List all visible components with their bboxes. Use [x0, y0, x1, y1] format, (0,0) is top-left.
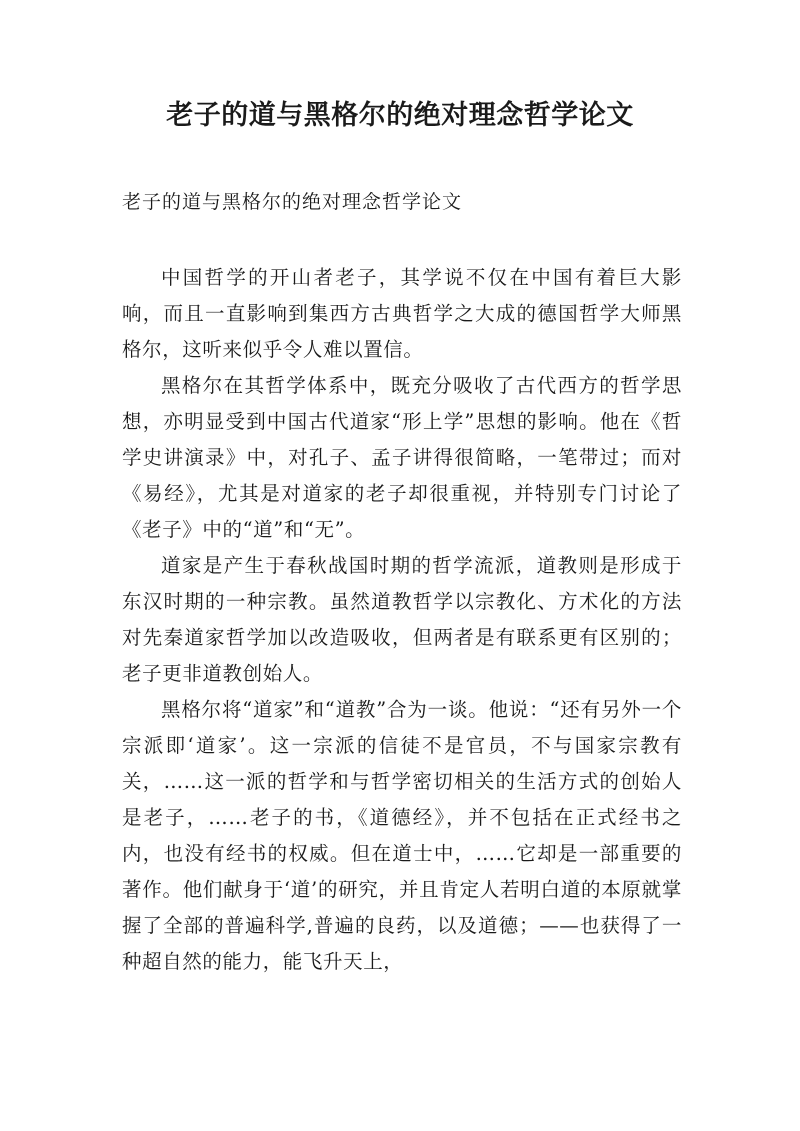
paragraph-1: 中国哲学的开山者老子，其学说不仅在中国有着巨大影响，而且一直影响到集西方古典哲学之大成的德国哲学大师黑格尔，这听来似乎令人难以置信。 — [122, 266, 682, 361]
document-subtitle: 老子的道与黑格尔的绝对理念哲学论文 — [122, 191, 463, 213]
document-title: 老子的道与黑格尔的绝对理念哲学论文 — [166, 100, 634, 131]
paragraph-2: 黑格尔在其哲学体系中，既充分吸收了古代西方的哲学思想，亦明显受到中国古代道家“形上学”思想的影响。他在《哲学史讲演录》中，对孔子、孟子讲得很简略，一笔带过；而对《易经》，尤其是对道家的老子却很重视，并特别专门讨论了《老子》中的“道”和“无”。 — [122, 374, 682, 541]
paragraph-3: 道家是产生于春秋战国时期的哲学流派，道教则是形成于东汉时期的一种宗教。虽然道教哲学以宗教化、方术化的方法对先秦道家哲学加以改造吸收，但两者是有联系更有区别的；老子更非道教创始人。 — [122, 554, 682, 685]
document-body — [122, 260, 682, 980]
paragraph-4: 黑格尔将“道家”和“道教”合为一谈。他说：“还有另外一个宗派即‘道家’。这一宗派的信徒不是官员，不与国家宗教有关，……这一派的哲学和与哲学密切相关的生活方式的创始人是老子，……老子的书，《道德经》，并不包括在正式经书之内，也没有经书的权威。但在道士中，……它却是一部重要的著作。他们献身于‘道’的研究，并且肯定人若明白道的本原就掌握了全部的普遍科学,普遍的良药，以及道德；——也获得了一种超自然的能力，能飞升天上， — [122, 698, 682, 973]
